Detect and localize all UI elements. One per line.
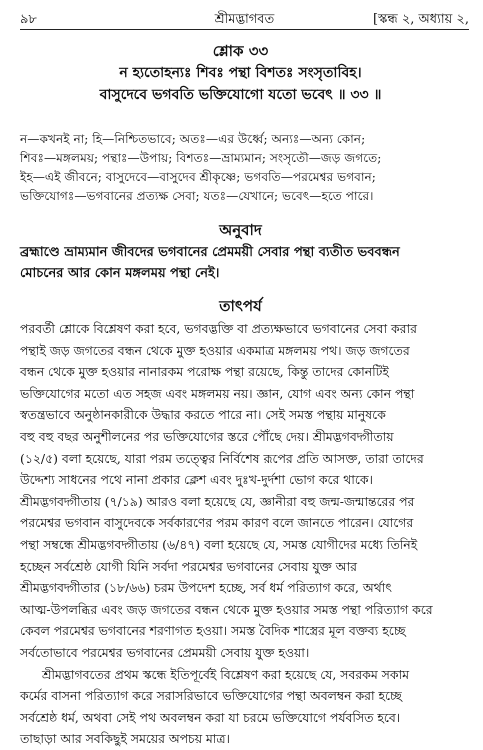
purport-paragraph <box>20 664 461 750</box>
sloka-heading: শ্লোক ৩৩ <box>212 42 269 60</box>
purport-line: বন্ধন থেকে মুক্ত হওয়ার নানারকম পরোক্ষ পন্থা রয়েছে, কিন্তু তাদের কোনটিই <box>20 364 389 380</box>
translation-heading: অনুবাদ <box>219 221 262 239</box>
purport-heading: তাৎপর্য <box>219 297 262 315</box>
purport-paragraph <box>20 318 461 664</box>
purport-line: হচ্ছেন সর্বশ্রেষ্ঠ যোগী যিনি সর্বদা পরমেশ্বর ভগবানের সেবায় যুক্ত আর <box>20 558 357 574</box>
purport-line: স্বতন্ত্রভাবে অনুষ্ঠানকারীকে উদ্ধার করতে পারে না। সেই সমস্ত পন্থায় মানুষকে <box>20 407 386 423</box>
translation-block <box>20 242 461 284</box>
synonyms-line: ভক্তিযোগঃ—ভগবানের প্রত্যক্ষ সেবা; যতঃ—যেখানে; ভবেৎ—হতে পারে। <box>20 189 374 203</box>
purport-line: পন্থাই জড় জগতের বন্ধন থেকে মুক্ত হওয়ার একমাত্র মঙ্গলময় পথ। জড় জগতের <box>20 342 410 358</box>
verse-line: ন হ্যতোহন্যঃ শিবঃ পন্থা বিশতঃ সংসৃতাবিহ। <box>119 65 362 81</box>
synonyms-line: ইহ—এই জীবনে; বাসুদেবে—বাসুদেব শ্রীকৃষ্ণে; ভগবতি—পরমেশ্বর ভগবান; <box>20 170 376 184</box>
purport-line: (১২/৫) বলা হয়েছে, যারা পরম তত্ত্বের নির্বিশেষ রূপের প্রতি আসক্ত, তারা তাদের <box>20 450 424 466</box>
verse-line: বাসুদেবে ভগবতি ভক্তিযোগো যতো ভবেৎ ॥ ৩৩ ॥ <box>99 87 382 103</box>
purport-line: সর্বশ্রেষ্ঠ ধর্ম, অথবা সেই পথ অবলম্বন করা যা চরমে ভক্তিযোগে পর্যবসিত হবে। <box>20 709 401 725</box>
purport-line: শ্রীমদ্ভাগবতের প্রথম স্কন্ধে ইতিপূর্বেই বিশ্লেষণ করা হয়েছে যে, সবরকম সকাম <box>42 666 409 682</box>
purport-line: তাছাড়া আর সবকিছুই সময়ের অপচয় মাত্র। <box>20 731 230 747</box>
purport-line: শ্রীমদ্ভগবদ্গীতার (১৮/৬৬) চরম উপদেশ হচ্ছে, সর্ব ধর্ম পরিত্যাগ করে, অর্থাৎ <box>20 580 392 596</box>
verse-block <box>20 62 461 106</box>
chapter-reference: [স্কন্ধ ২, অধ্যায় ২, <box>372 12 469 27</box>
purport-line: কেবল পরমেশ্বর ভগবানের শরণাগত হওয়া। সমস্ত বৈদিক শাস্ত্রের মূল বক্তব্য হচ্ছে <box>20 623 406 639</box>
translation-line: ব্রহ্মাণ্ডে ভ্রাম্যমান জীবদের ভগবানের প্রেমময়ী সেবার পন্থা ব্যতীত ভববন্ধন <box>20 245 400 260</box>
synonyms-block <box>20 130 461 206</box>
header-rule <box>20 29 469 30</box>
purport-line: আত্ম-উপলব্ধির এবং জড় জগতের বন্ধন থেকে মুক্ত হওয়ার সমস্ত পন্থা পরিত্যাগ করে <box>20 601 433 617</box>
synonyms-line: শিবঃ—মঙ্গলময়; পন্থাঃ—উপায়; বিশতঃ—ভ্রাম্যমান; সংসৃতৌ—জড় জগতে; <box>20 151 382 165</box>
purport-line: ভক্তিযোগের মতো এত সহজ এবং মঙ্গলময় নয়। জ্ঞান, যোগ এবং অন্য কোন পন্থা <box>20 385 415 401</box>
purport-line: শ্রীমদ্ভগবদ্গীতায় (৭/১৯) আরও বলা হয়েছে যে, জ্ঞানীরা বহু জন্ম-জন্মান্তরের পর <box>20 493 415 509</box>
purport-line: পরমেশ্বর ভগবান বাসুদেবকে সর্বকারণের পরম কারণ বলে জানতে পারেন। যোগের <box>20 515 414 531</box>
purport-body <box>20 318 461 750</box>
purport-line: পরবর্তী শ্লোকে বিশ্লেষণ করা হবে, ভগবদ্ভক্তি বা প্রত্যক্ষভাবে ভগবানের সেবা করার <box>20 321 417 336</box>
purport-line: সর্বতোভাবে পরমেশ্বর ভগবানের প্রেমময়ী সেবায় যুক্ত হওয়া। <box>20 644 310 660</box>
book-title: শ্রীমদ্ভাগবত <box>214 12 275 27</box>
purport-line: কর্মের বাসনা পরিত্যাগ করে সরাসরিভাবে ভক্তিযোগের পন্থা অবলম্বন করা হচ্ছে <box>20 688 402 704</box>
purport-line: পন্থা সম্বন্ধে শ্রীমদ্ভগবদ্গীতায় (৬/৪৭) বলা হয়েছে যে, সমস্ত যোগীদের মধ্যে তিনিই <box>20 536 418 552</box>
purport-line: উদ্দেশ্য সাধনের পথে নানা প্রকার ক্লেশ এবং দুঃখ-দুর্দশা ভোগ করে থাকে। <box>20 472 373 488</box>
page-number: ৯৮ <box>20 12 37 27</box>
page-header <box>20 8 469 30</box>
synonyms-line: ন—কখনই না; হি—নিশ্চিতভাবে; অতঃ—এর উর্ধ্বে; অন্যঃ—অন্য কোন; <box>20 132 366 146</box>
purport-line: বহু বহু বছর অনুশীলনের পর ভক্তিযোগের স্তরে পৌঁছে দেয়। শ্রীমদ্ভগবদ্গীতায় <box>20 428 394 444</box>
translation-line: মোচনের আর কোন মঙ্গলময় পন্থা নেই। <box>20 266 220 281</box>
